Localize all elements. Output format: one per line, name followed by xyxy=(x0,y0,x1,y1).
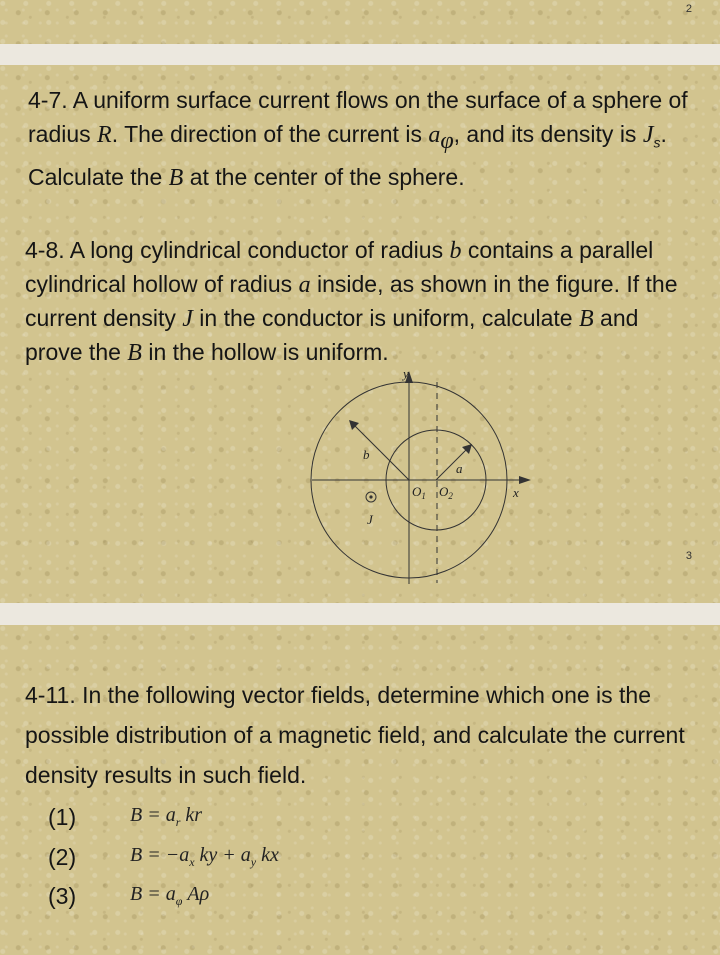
problem-4-7-text: . The direction of the current is xyxy=(111,121,429,147)
problem-4-8-text: in the conductor is uniform, calculate xyxy=(192,305,579,331)
equation-number: (2) xyxy=(48,843,77,870)
b-label: b xyxy=(363,447,370,462)
cylinder-figure xyxy=(0,65,720,603)
symbol-j: J xyxy=(182,306,193,332)
symbol-b: B xyxy=(127,340,142,366)
slide-page-3 xyxy=(0,65,720,603)
equation-3-expr: $B = a_\varphi$ Aρ xyxy=(130,883,210,908)
problem-4-7-text: 4-7. A uniform surface current flows on the surface of a sphere of radius xyxy=(28,87,688,147)
problem-4-7-text: . Calculate the xyxy=(28,121,667,190)
problem-4-11: 4-11. In the following vector fields, determine which one is the possible distribution of a magnetic field, and calculate the current density results in such field. xyxy=(25,682,685,788)
equation-2 xyxy=(48,839,279,875)
symbol-b: B xyxy=(168,164,184,191)
y-axis-label: y xyxy=(403,366,409,381)
equation-3 xyxy=(48,878,209,914)
problem-4-8-text: 4-8. A long cylindrical conductor of radius xyxy=(25,237,450,263)
symbol-j: J xyxy=(642,122,654,148)
x-axis-label: x xyxy=(513,485,519,500)
symbol-b-radius: b xyxy=(449,238,462,264)
equation-1 xyxy=(48,799,202,835)
equation-2-expr: $B = -a_x$ ky + $a_y$ kx xyxy=(130,844,279,869)
problem-4-8-text: and prove the xyxy=(25,305,639,365)
page-number: 3 xyxy=(685,550,692,562)
radius-b-line xyxy=(352,423,409,480)
equation-1-expr: $B = a_r$ kr xyxy=(130,804,203,829)
problem-4-8-text: inside, as shown in the figure. If the current density xyxy=(25,271,678,331)
page-number: 2 xyxy=(685,3,692,15)
symbol-phi: φ xyxy=(440,127,454,154)
symbol-a-radius: a xyxy=(298,272,311,298)
x-arrow-icon xyxy=(519,476,531,484)
o1-label: $O_1$ xyxy=(412,484,426,501)
equation-number: (1) xyxy=(48,803,77,830)
j-label: J xyxy=(367,512,373,527)
symbol-a: a xyxy=(428,122,441,148)
a-label: a xyxy=(456,461,463,476)
current-dot-icon xyxy=(369,495,372,498)
problem-4-7-text: at the center of the sphere. xyxy=(183,163,465,190)
symbol-s: s xyxy=(653,134,661,151)
problem-4-8-text: in the hollow is uniform. xyxy=(141,339,389,365)
equation-number: (3) xyxy=(48,882,77,909)
radius-a-line xyxy=(436,447,469,480)
o2-label: $O_2$ xyxy=(439,484,453,501)
symbol-b: B xyxy=(579,306,594,332)
symbol-r: R xyxy=(97,122,112,148)
problem-4-8-text: contains a parallel cylindrical hollow of radius xyxy=(25,237,654,297)
slide-page-2 xyxy=(0,0,720,44)
slide-page-4 xyxy=(0,625,720,955)
problem-4-7-text: , and its density is xyxy=(453,121,643,147)
